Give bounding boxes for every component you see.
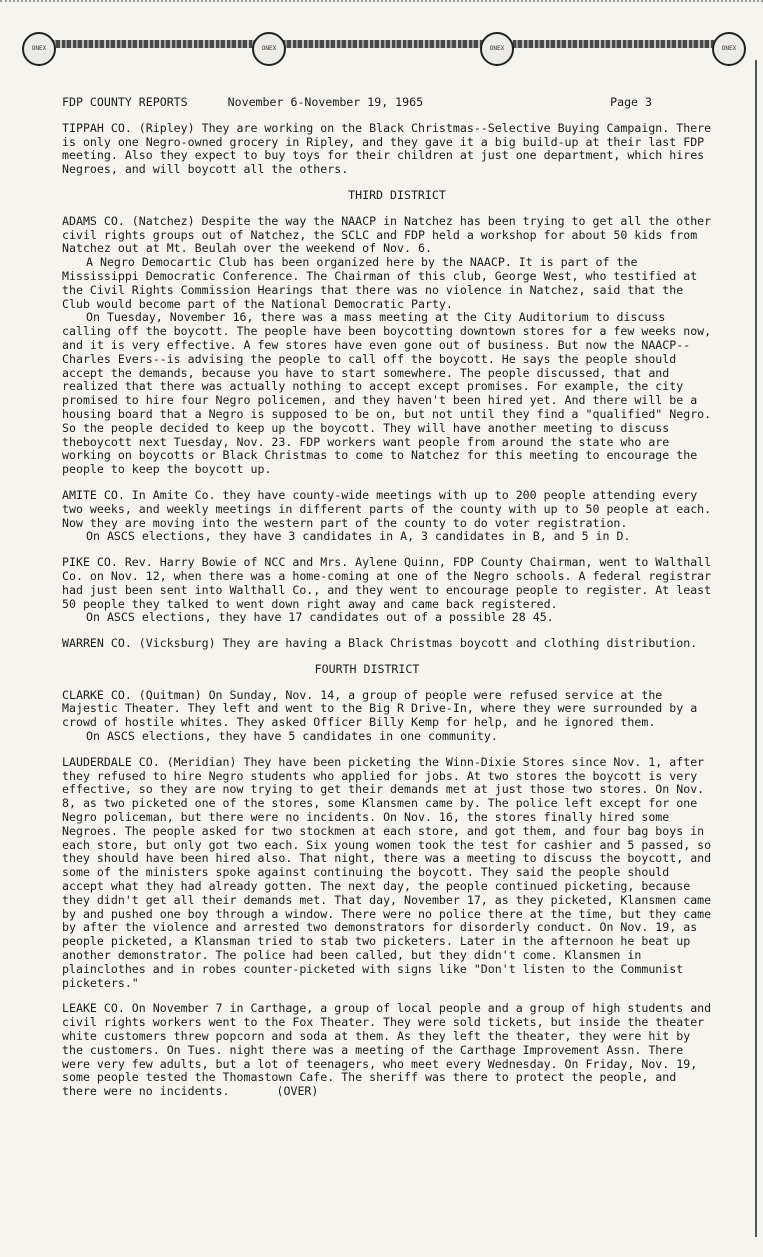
report-dates: November 6-November 19, 1965: [227, 95, 424, 109]
amite-paragraph-2: On ASCS elections, they have 3 candidates in A, 3 candidates in B, and 5 in D.: [86, 529, 631, 544]
binder-strip: [0, 0, 763, 70]
clarke-paragraph-2: On ASCS elections, they have 5 candidates in one community.: [86, 729, 498, 744]
fourth-district-heading: FOURTH DISTRICT: [314, 661, 420, 676]
adams-paragraph-2: A Negro Democartic Club has been organized here by the NAACP. It is part of the Mississippi Democratic Conference. The Chairman of this club, George West, who testified at the Civil Rights Commission Hearings that there was no violence in Natchez, said that the Club would become part of the National Democratic Party.: [62, 255, 698, 311]
clarke-report: [62, 689, 712, 744]
leake-paragraph: LEAKE CO. On November 7 in Carthage, a group of local people and a group of high students and civil rights workers went to the Fox Theater. They were sold tickets, but inside the theater white customers threw popcorn and soda at them. As they left the theater, they were hit by the customers. On Tues. night there was a meeting of the Carthage Improvement Assn. There were very few adults, but a lot of teenagers, who meet every Wednesday. On Friday, Nov. 19, some people tested the Thomastown Cafe. The sheriff was there to protect the people, and there were no incidents.: [62, 1001, 712, 1099]
binder-hole-2: ONEX: [252, 32, 286, 66]
binder-hole-4: ONEX: [712, 32, 746, 66]
adams-paragraph-3: On Tuesday, November 16, there was a mass meeting at the City Auditorium to discuss calling off the boycott. The people have been boycotting downtown stores for a few weeks now, and it is very effective. A few stores have even gone out of business. But now the NAACP--Charles Evers--is advising the people to call off the boycott. He says the people should accept the demands, because you have to start somewhere. The people discussed, that and realized that there was actually nothing to accept except promises. For example, the city promised to hire four Negro policemen, and they haven't been hired yet. And there will be a housing board that a Negro is supposed to be on, but not until they find a "qualified" Negro. So the people decided to keep up the boycott. They will have another meeting to discuss theboycott next Tuesday, Nov. 23. FDP workers want people from around the state who are working on boycotts or Black Christmas to come to Natchez for this meeting to encourage the people to keep the boycott up.: [62, 310, 712, 477]
page-header: [62, 96, 712, 110]
pike-paragraph-2: On ASCS elections, they have 17 candidates out of a possible 28 45.: [86, 610, 554, 625]
lauderdale-report: LAUDERDALE CO. (Meridian) They have been picketing the Winn-Dixie Stores since Nov. 1, after they refused to hire Negro students who applied for jobs. At two stores the boycott is very effective, so they are now trying to get their demands met at just those two stores. On Nov. 8, as two picketed one of the stores, some Klansmen came by. The police left except for one Negro policeman, but there were no incidents. On Nov. 16, the stores finally hired some Negroes. The people asked for two stockmen at each store, and got them, and four bag boys in each store, but only got two each. Six young women took the test for cashier and 5 passed, so they should have been hired also. That night, there was a meeting to discuss the boycott, and some of the ministers spoke against continuing the boycott. They said the people should accept what they had already gotten. The next day, the people continued picketing, because they didn't get all their demands met. That day, November 17, as they picketed, Klansmen came by and pushed one boy through a window. There were no police there at the time, but they came by after the violence and arrested two demonstrators for disorderly conduct. On Nov. 19, as people picketed, a Klansman tried to stab two picketers. Later in the afternoon he beat up another demonstrator. The police had been called, but they didn't come. Klansmen in plainclothes and in robes counter-picketed with signs like "Don't listen to the Communist picketers.": [62, 754, 712, 990]
pike-report: [62, 556, 712, 625]
binder-rail: [40, 40, 723, 48]
amite-paragraph-1: AMITE CO. In Amite Co. they have county-wide meetings with up to 200 people attending every two weeks, and weekly meetings in different parts of the county with up to 50 people at each. Now they are moving into the western part of the county to do voter registration.: [62, 487, 712, 530]
leake-report: [62, 1002, 712, 1099]
report-title: FDP COUNTY REPORTS: [62, 95, 188, 109]
amite-report: [62, 489, 712, 544]
warren-report: WARREN CO. (Vicksburg) They are having a Black Christmas boycott and clothing distribution.: [62, 636, 698, 651]
pike-paragraph-1: PIKE CO. Rev. Harry Bowie of NCC and Mrs. Aylene Quinn, FDP County Chairman, went to Walthall Co. on Nov. 12, when there was a home-coming at one of the Negro schools. A federal registrar had just been sent into Walthall Co., and they went to encourage people to register. At least 50 people they talked to went down right away and came back registered.: [62, 555, 712, 611]
adams-paragraph-1: ADAMS CO. (Natchez) Despite the way the NAACP in Natchez has been trying to get all the other civil rights groups out of Natchez, the SCLC and FDP held a workshop for about 50 kids from Natchez out at Mt. Beulah over the weekend of Nov. 6.: [62, 213, 712, 256]
tippah-report: TIPPAH CO. (Ripley) They are working on the Black Christmas--Selective Buying Campaign. There is only one Negro-owned grocery in Ripley, and they gave it a big build-up at their last FDP meeting. Also they expect to buy toys for their children at just one department, which hires Negroes, and will boycott all the others.: [62, 120, 712, 177]
adams-report: [62, 215, 712, 477]
third-district-heading: THIRD DISTRICT: [348, 187, 446, 202]
binder-hole-3: ONEX: [480, 32, 514, 66]
clarke-paragraph-1: CLARKE CO. (Quitman) On Sunday, Nov. 14, a group of people were refused service at the Majestic Theater. They left and went to the Big R Drive-In, where they were surrounded by a crowd of hostile whites. They asked Officer Billy Kemp for help, and he ignored them.: [62, 687, 698, 730]
over-marker: (OVER): [276, 1084, 319, 1099]
page-edge: [752, 60, 757, 1237]
page-number: Page 3: [610, 95, 652, 109]
document-page: [62, 96, 712, 1111]
binder-hole-1: ONEX: [22, 32, 56, 66]
